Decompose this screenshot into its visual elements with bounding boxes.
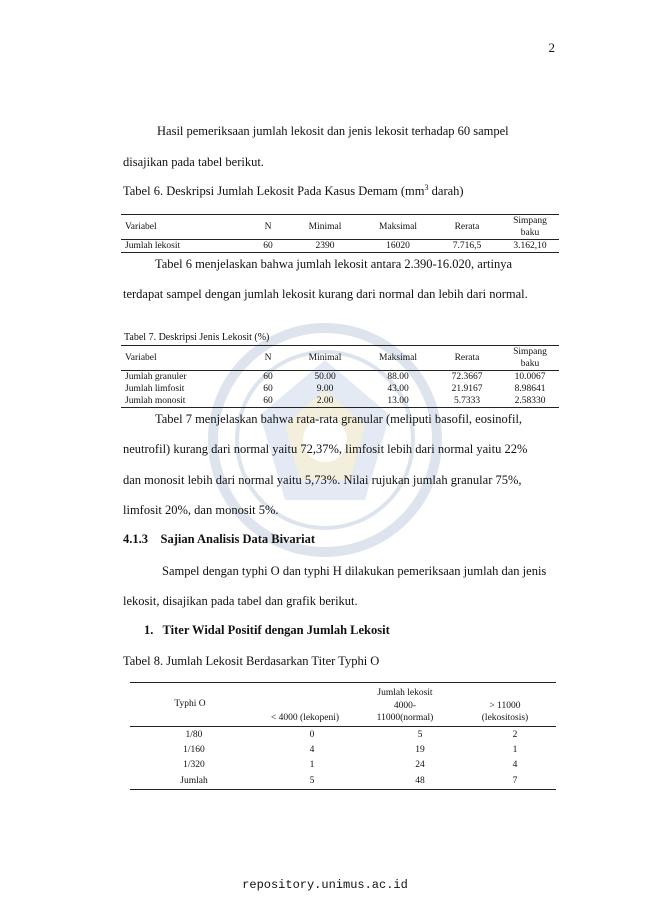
table-cell: Jumlah granuler bbox=[125, 372, 187, 382]
table-cell: 7 bbox=[512, 776, 518, 786]
table-cell: 9.00 bbox=[316, 384, 334, 394]
table-cell: 2390 bbox=[315, 241, 335, 251]
table-7 bbox=[121, 345, 559, 408]
table-cell: 19 bbox=[415, 745, 425, 755]
table-cell: 72.3667 bbox=[451, 372, 483, 382]
table-cell: 88.00 bbox=[387, 372, 409, 382]
table-cell: 4 bbox=[309, 745, 315, 755]
table-8-header-rule bbox=[130, 726, 556, 727]
table-8-caption: Tabel 8. Jumlah Lekosit Berdasarkan Titer Typhi O bbox=[123, 654, 380, 668]
table-cell: 60 bbox=[263, 241, 273, 251]
table-cell: 4 bbox=[512, 760, 518, 770]
table-cell: 1 bbox=[309, 760, 315, 770]
table-cell: 1/160 bbox=[183, 745, 205, 755]
section-heading: 4.1.3 Sajian Analisis Data Bivariat bbox=[123, 532, 316, 546]
table-cell: 2.00 bbox=[316, 396, 334, 406]
table-cell: Jumlah lekosit bbox=[125, 241, 181, 251]
table-cell: 50.00 bbox=[314, 372, 336, 382]
table-6 bbox=[121, 214, 559, 253]
table-header-cell: Maksimal bbox=[379, 353, 417, 363]
table-8-body bbox=[130, 728, 556, 790]
table-cell: 3.162,10 bbox=[513, 241, 547, 251]
table-cell: Jumlah limfosit bbox=[125, 384, 185, 394]
table-cell: 60 bbox=[263, 384, 273, 394]
table-row bbox=[130, 743, 556, 758]
table-8-header-group: Jumlah lekosit bbox=[377, 688, 433, 698]
table-cell: 0 bbox=[309, 730, 315, 740]
table-row bbox=[121, 383, 559, 395]
table-header-cell: Variabel bbox=[125, 353, 157, 363]
table-cell: 5 bbox=[417, 730, 423, 740]
paragraph-1-line-2: disajikan pada tabel berikut. bbox=[123, 155, 264, 169]
table-header-cell: Simpang baku bbox=[513, 216, 547, 238]
table-header-cell: Rerata bbox=[454, 222, 480, 232]
table-cell: 1 bbox=[512, 745, 518, 755]
table-header-cell: N bbox=[264, 353, 272, 363]
table-cell: 5.7333 bbox=[453, 396, 481, 406]
table-7-header-row bbox=[121, 346, 559, 371]
table-cell: 43.00 bbox=[387, 384, 409, 394]
table-6-caption: Tabel 6. Deskripsi Jumlah Lekosit Pada Kasus Demam ($mm^3$ darah) bbox=[123, 183, 464, 199]
table-cell: 8.98641 bbox=[514, 384, 546, 394]
table-header-cell: Simpang baku bbox=[513, 347, 547, 369]
paragraph-4-line-1: Sampel dengan typhi O dan typhi H dilakukan pemeriksaan jumlah dan jenis bbox=[162, 564, 547, 578]
table-header-cell: Rerata bbox=[454, 353, 480, 363]
table-cell: 13.00 bbox=[387, 396, 409, 406]
table-cell: 60 bbox=[263, 396, 273, 406]
table-header-cell: Minimal bbox=[308, 222, 342, 232]
paragraph-3-line-2: neutrofil) kurang dari normal yaitu 72,37%, limfosit lebih dari normal yaitu 22% bbox=[123, 442, 528, 456]
table-row bbox=[130, 773, 556, 790]
table-cell: 48 bbox=[415, 776, 425, 786]
table-cell: 10.0067 bbox=[514, 372, 546, 382]
paragraph-2-line-1: Tabel 6 menjelaskan bahwa jumlah lekosit antara 2.390-16.020, artinya bbox=[155, 257, 513, 271]
table-6-header-row bbox=[121, 215, 559, 240]
table-cell: 21.9167 bbox=[451, 384, 483, 394]
paragraph-3-line-3: dan monosit lebih dari normal yaitu 5,73%. Nilai rujukan jumlah granular 75%, bbox=[123, 473, 522, 487]
table-header-cell: Minimal bbox=[308, 353, 342, 363]
table-cell: 1/80 bbox=[185, 730, 203, 740]
table-header-cell: Maksimal bbox=[379, 222, 417, 232]
table-cell: 24 bbox=[415, 760, 425, 770]
paragraph-2-line-2: terdapat sampel dengan jumlah lekosit kurang dari normal dan lebih dari normal. bbox=[123, 287, 528, 301]
paragraph-4-line-2: lekosit, disajikan pada tabel dan grafik berikut. bbox=[123, 594, 358, 608]
table-cell: 2 bbox=[512, 730, 518, 740]
table-header-cell: N bbox=[264, 222, 272, 232]
table-8-header-mid: 4000- 11000(normal) bbox=[376, 701, 434, 723]
table-cell: Jumlah monosit bbox=[125, 396, 186, 406]
table-row bbox=[130, 728, 556, 743]
table-cell: 1/320 bbox=[183, 760, 205, 770]
table-cell: 2.58330 bbox=[514, 396, 546, 406]
table-cell: 5 bbox=[309, 776, 315, 786]
table-cell: 16020 bbox=[386, 241, 410, 251]
paragraph-3-line-1: Tabel 7 menjelaskan bahwa rata-rata granular (meliputi basofil, eosinofil, bbox=[155, 412, 523, 426]
table-row bbox=[130, 758, 556, 773]
subheading: 1. Titer Widal Positif dengan Jumlah Lekosit bbox=[144, 623, 390, 637]
table-8-top-rule bbox=[130, 682, 556, 683]
table-header-cell: Variabel bbox=[125, 222, 157, 232]
table-7-caption: Tabel 7. Deskripsi Jenis Lekosit (%) bbox=[124, 332, 270, 343]
table-8-header-high: > 11000 (lekositosis) bbox=[481, 701, 529, 723]
table-8-header-low: < 4000 (lekopeni) bbox=[270, 713, 340, 723]
table-row bbox=[121, 371, 559, 384]
table-cell: 7.716,5 bbox=[452, 241, 482, 251]
page-number: 2 bbox=[548, 40, 555, 55]
footer-repository-url: repository.unimus.ac.id bbox=[242, 878, 408, 892]
table-cell: 60 bbox=[263, 372, 273, 382]
table-8-header-typhi: Typhi O bbox=[174, 699, 206, 709]
table-cell: Jumlah bbox=[180, 776, 208, 786]
paragraph-3-line-4: limfosit 20%, dan monosit 5%. bbox=[123, 503, 279, 517]
paragraph-1-line-1: Hasil pemeriksaan jumlah lekosit dan jenis lekosit terhadap 60 sampel bbox=[157, 124, 509, 138]
